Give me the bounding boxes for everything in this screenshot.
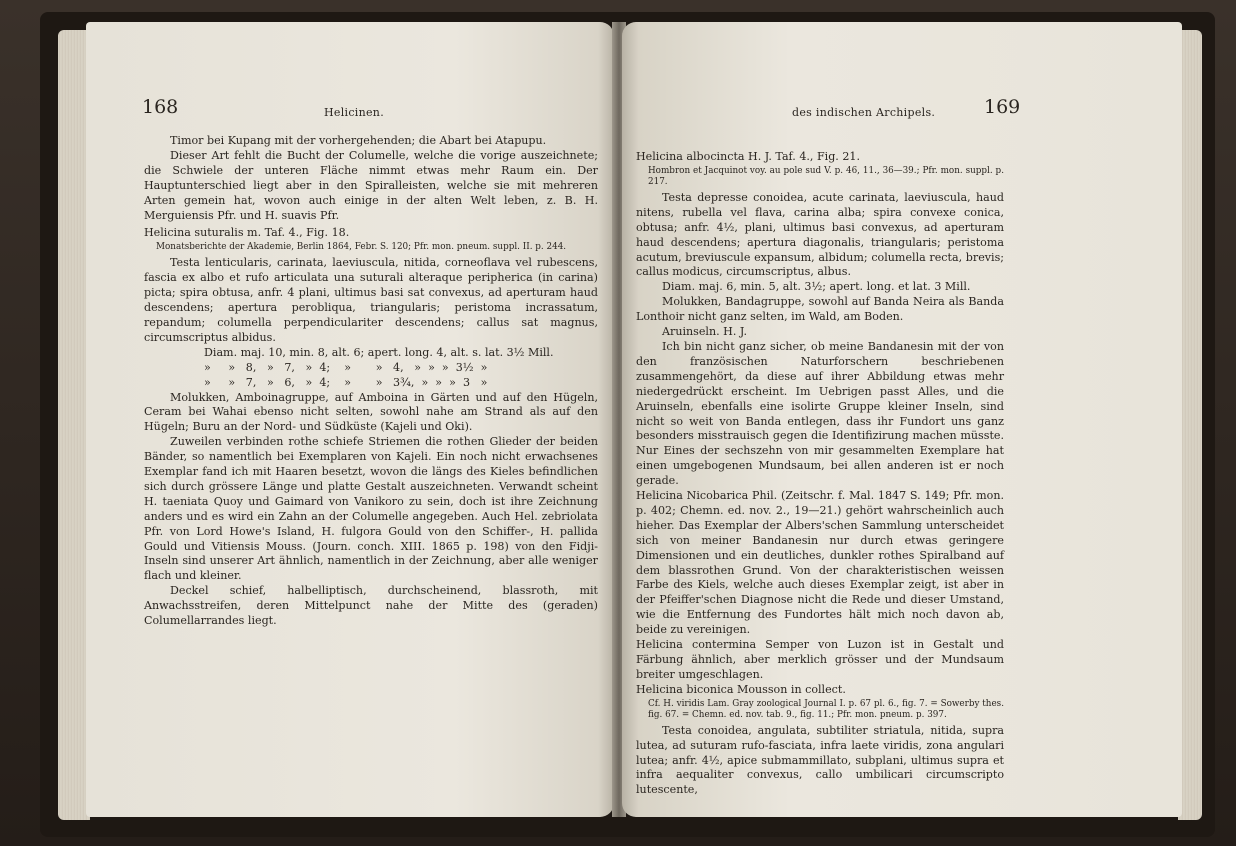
measurement-line: » » 8, » 7, » 4; » » 4, » » » 3½ » bbox=[204, 360, 488, 374]
paragraph: Zuweilen verbinden rothe schiefe Striemen die rothen Glieder der beiden Bänder, so namentlich bei Exemplaren von Kajeli. Ein noch nicht erwachsenes Exemplar fand ich mit Haaren besetzt, wovon die längs des Kieles befindlichen sich durch grössere Länge und platte Gestalt auszeichneten. Verwandt scheint H. taeniata Quoy und Gaimard von Vanikoro zu sein, doch ist ihre Zeichnung anders und es wird ein Zahn an der Columelle angegeben. Auch Hel. zebriolata Pfr. von Lord Howe's Island, H. fulgora Gould von den Schiffer-, H. pallida Gould und Vitiensis Mouss. (Journ. conch. XIII. 1865 p. 198) von den Fidji-Inseln sind unserer Art ähnlich, namentlich in der Zeichnung, aber alle weniger flach und kleiner. bbox=[144, 435, 598, 583]
paragraph: Deckel schief, halbelliptisch, durchscheinend, blassroth, mit Anwachsstreifen, deren Mittelpunct nahe der Mitte des (geraden) Columellarrandes liegt. bbox=[144, 584, 598, 628]
measurement-line: » » 7, » 6, » 4; » » 3¾, » » » 3 » bbox=[204, 375, 488, 389]
latin-diagnosis: Testa lenticularis, carinata, laeviuscula, nitida, corneoflava vel rubescens, fascia ex albo et rufo articulata una suturali alteraque peripherica (in carina) picta; spira obtusa, anfr. 4 plani, ultimus basi sat convexus, ad aperturam haud descendens; apertura perobliqua, triangularis; peristoma incrassatum, repandum; columella perpendiculariter descendens; callus sat magnus, circumscriptus albidus. bbox=[144, 256, 598, 344]
latin-diagnosis: Testa conoidea, angulata, subtiliter striatula, nitida, supra lutea, ad suturam rufo-fasciata, infra laete viridis, zona angulari lutea; anfr. 4½, apice submammillato, subplani, ultimus supra et infra aequaliter convexus, callo umbilicari circumscripto lutescente, bbox=[636, 723, 1004, 797]
paragraph: Timor bei Kupang mit der vorhergehenden; die Abart bei Atapupu. bbox=[170, 134, 547, 147]
citation: Hombron et Jacquinot voy. au pole sud V. p. 46, 11., 36—39.; Pfr. mon. suppl. p. 217. bbox=[648, 165, 1004, 187]
measurement-line: Diam. maj. 10, min. 8, alt. 6; apert. long. 4, alt. s. lat. 3½ Mill. bbox=[204, 345, 554, 359]
paragraph: Ich bin nicht ganz sicher, ob meine Bandanesin mit der von den französischen Naturforschern beschriebenen zusammengehört, da diese auf ihrer Abbildung etwas mehr niedergedrückt erscheint. Im Uebrigen passt Alles, und die Aruinseln, ebenfalls eine isolirte Gruppe kleiner Inseln, sind nicht so weit von Banda entlegen, dass ihr Fundort uns ganz besonders misstrauisch gegen die Identifizirung machen müsste. Nur Eines der sechszehn von mir gesammelten Exemplare hat einen umgebogenen Mundsaum, bei allen anderen ist er noch gerade. bbox=[636, 339, 1004, 488]
paragraph: Dieser Art fehlt die Bucht der Columelle, welche die vorige auszeichnete; die Schwiele der unteren Fläche nimmt etwas mehr Raum ein. Der Hauptunterschied liegt aber in den Spiralleisten, welche sie mit mehreren Arten gemein hat, wovon auch einige in der alten Welt leben, z. B. H. Merguiensis Pfr. und H. suavis Pfr. bbox=[144, 148, 598, 222]
measurement-line: Diam. maj. 6, min. 5, alt. 3½; apert. long. et lat. 3 Mill. bbox=[662, 280, 971, 294]
right-page bbox=[622, 22, 1182, 817]
paragraph: Molukken, Amboinagruppe, auf Amboina in Gärten und auf den Hügeln, Ceram bei Wahai ebenso nicht selten, sowohl nahe am Strand als auf den Hügeln; Buru an der Nord- und Südküste (Kajeli und Oki). bbox=[144, 390, 598, 434]
citation: Cf. H. viridis Lam. Gray zoological Journal I. p. 67 pl. 6., fig. 7. = Sowerby thes. fig. 67. = Chemn. ed. nov. tab. 9., fig. 11.; Pfr. mon. pneum. p. 397. bbox=[648, 698, 1004, 720]
paragraph: Helicina contermina Semper von Luzon ist in Gestalt und Färbung ähnlich, aber merklich grösser und der Mundsaum breiter umgeschlagen. bbox=[636, 638, 1004, 681]
right-running-head: des indischen Archipels. bbox=[792, 106, 936, 119]
paragraph: Molukken, Bandagruppe, sowohl auf Banda Neira als Banda Lonthoir nicht ganz selten, im Wald, am Boden. bbox=[636, 295, 1004, 324]
paragraph: Helicina Nicobarica Phil. (Zeitschr. f. Mal. 1847 S. 149; Pfr. mon. p. 402; Chemn. ed. nov. 2., 19—21.) gehört wahrscheinlich auch hieher. Das Exemplar der Albers'schen Sammlung unterscheidet sich von meiner Bandanesin nur durch etwas geringere Dimensionen und ein deutliches, dunkler rothes Spiralband auf dem blassrothen Grund. Von der charakteristischen weissen Farbe des Kiels, welche auch dieses Exemplar zeigt, ist aber in der Pfeiffer'schen Diagnose nicht die Rede und dieser Umstand, wie die Entfernung des Fundortes hält mich noch davon ab, beide zu vereinigen. bbox=[636, 489, 1004, 637]
paragraph: Aruinseln. H. J. bbox=[662, 325, 747, 339]
right-page-body bbox=[636, 150, 1004, 798]
left-page-body bbox=[144, 134, 598, 629]
species-heading: Helicina albocincta H. J. Taf. 4., Fig. 21. bbox=[636, 150, 861, 163]
left-page bbox=[86, 22, 614, 817]
species-heading: Helicina biconica Mousson in collect. bbox=[636, 682, 846, 696]
measurements bbox=[204, 346, 598, 391]
citation: Monatsberichte der Akademie, Berlin 1864, Febr. S. 120; Pfr. mon. pneum. suppl. II. p. 244. bbox=[156, 242, 567, 253]
left-running-head: Helicinen. bbox=[324, 106, 384, 119]
species-heading: Helicina suturalis m. Taf. 4., Fig. 18. bbox=[144, 226, 350, 240]
right-page-number: 169 bbox=[984, 96, 1021, 118]
latin-diagnosis: Testa depresse conoidea, acute carinata, laeviuscula, haud nitens, rubella vel flava, carina alba; spira convexe conica, obtusa; anfr. 4½, plani, ultimus basi convexus, ad aperturam haud descendens; apertura diagonalis, triangularis; peristoma acutum, breviuscule expansum, albidum; columella recta, brevis; callus modicus, circumscriptus, albus. bbox=[636, 190, 1004, 279]
left-page-number: 168 bbox=[142, 96, 179, 118]
